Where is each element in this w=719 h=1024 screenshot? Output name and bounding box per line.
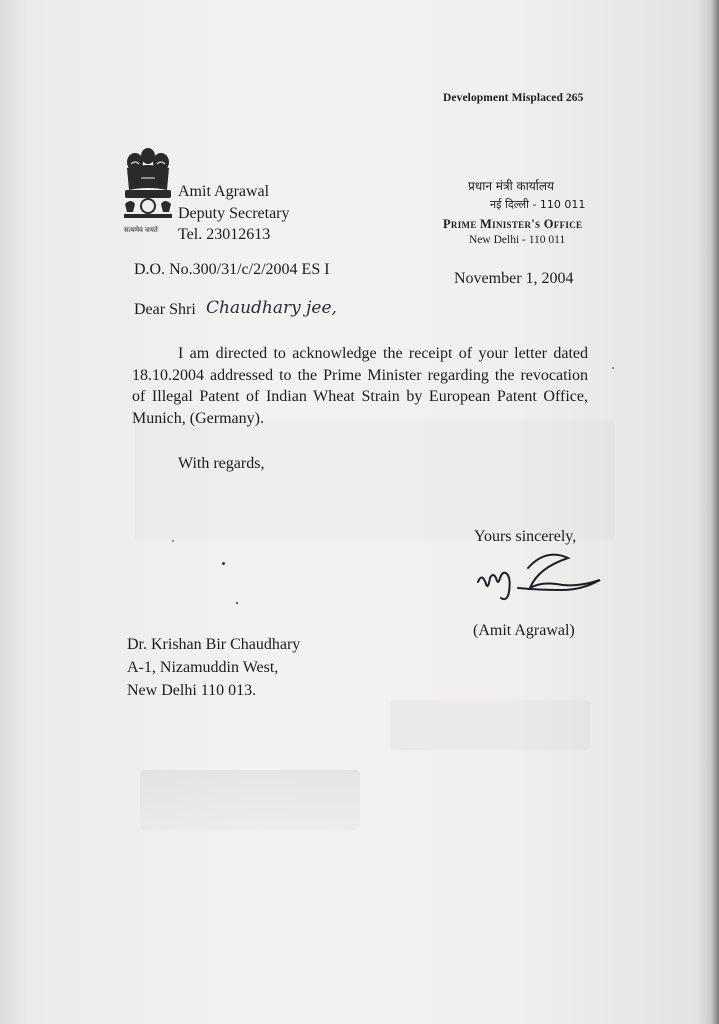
sign-off: Yours sincerely, (474, 528, 577, 545)
running-head: Development Misplaced 265 (443, 92, 584, 104)
paper-speck (222, 562, 225, 565)
handwritten-signature (470, 546, 604, 606)
sender-title: Deputy Secretary (178, 205, 290, 222)
emblem-motto: सत्यमेव जयते (124, 226, 158, 234)
office-city-hindi: नई दिल्ली - 110 011 (490, 198, 586, 211)
sender-name: Amit Agrawal (178, 183, 270, 200)
paper-speck (236, 602, 238, 604)
sender-telephone: Tel. 23012613 (178, 226, 271, 243)
letter-body-text: I am directed to acknowledge the receipt of your letter dated 18.10.2004 addressed to the Prime Minister regarding the revocation of Illegal Patent of Indian Wheat Strain by European Patent Office, Munich, (Germany). (132, 345, 588, 427)
paper-speck (612, 367, 614, 369)
show-through-shadow (140, 770, 360, 830)
page-edge-shadow (711, 0, 719, 1024)
closing-line: With regards, (178, 455, 265, 472)
letter-date: November 1, 2004 (454, 270, 574, 287)
recipient-name: Dr. Krishan Bir Chaudhary (127, 636, 301, 653)
show-through-shadow (390, 700, 590, 750)
recipient-address-line-1: A-1, Nizamuddin West, (127, 659, 279, 676)
national-emblem-icon (121, 142, 175, 238)
office-name-english: Prime Minister's Office (443, 217, 583, 231)
show-through-shadow (135, 420, 615, 540)
letter-body (132, 343, 588, 429)
signatory-name: (Amit Agrawal) (473, 622, 575, 639)
reference-number: D.O. No.300/31/c/2/2004 ES I (134, 261, 330, 278)
paper-speck (172, 540, 174, 542)
office-city-english: New Delhi - 110 011 (469, 234, 566, 246)
salutation-handwritten-name: Chaudhary jee, (206, 298, 337, 318)
office-name-hindi: प्रधान मंत्री कार्यालय (468, 179, 555, 193)
salutation: Dear Shri (134, 301, 196, 318)
recipient-address-line-2: New Delhi 110 013. (127, 682, 257, 699)
